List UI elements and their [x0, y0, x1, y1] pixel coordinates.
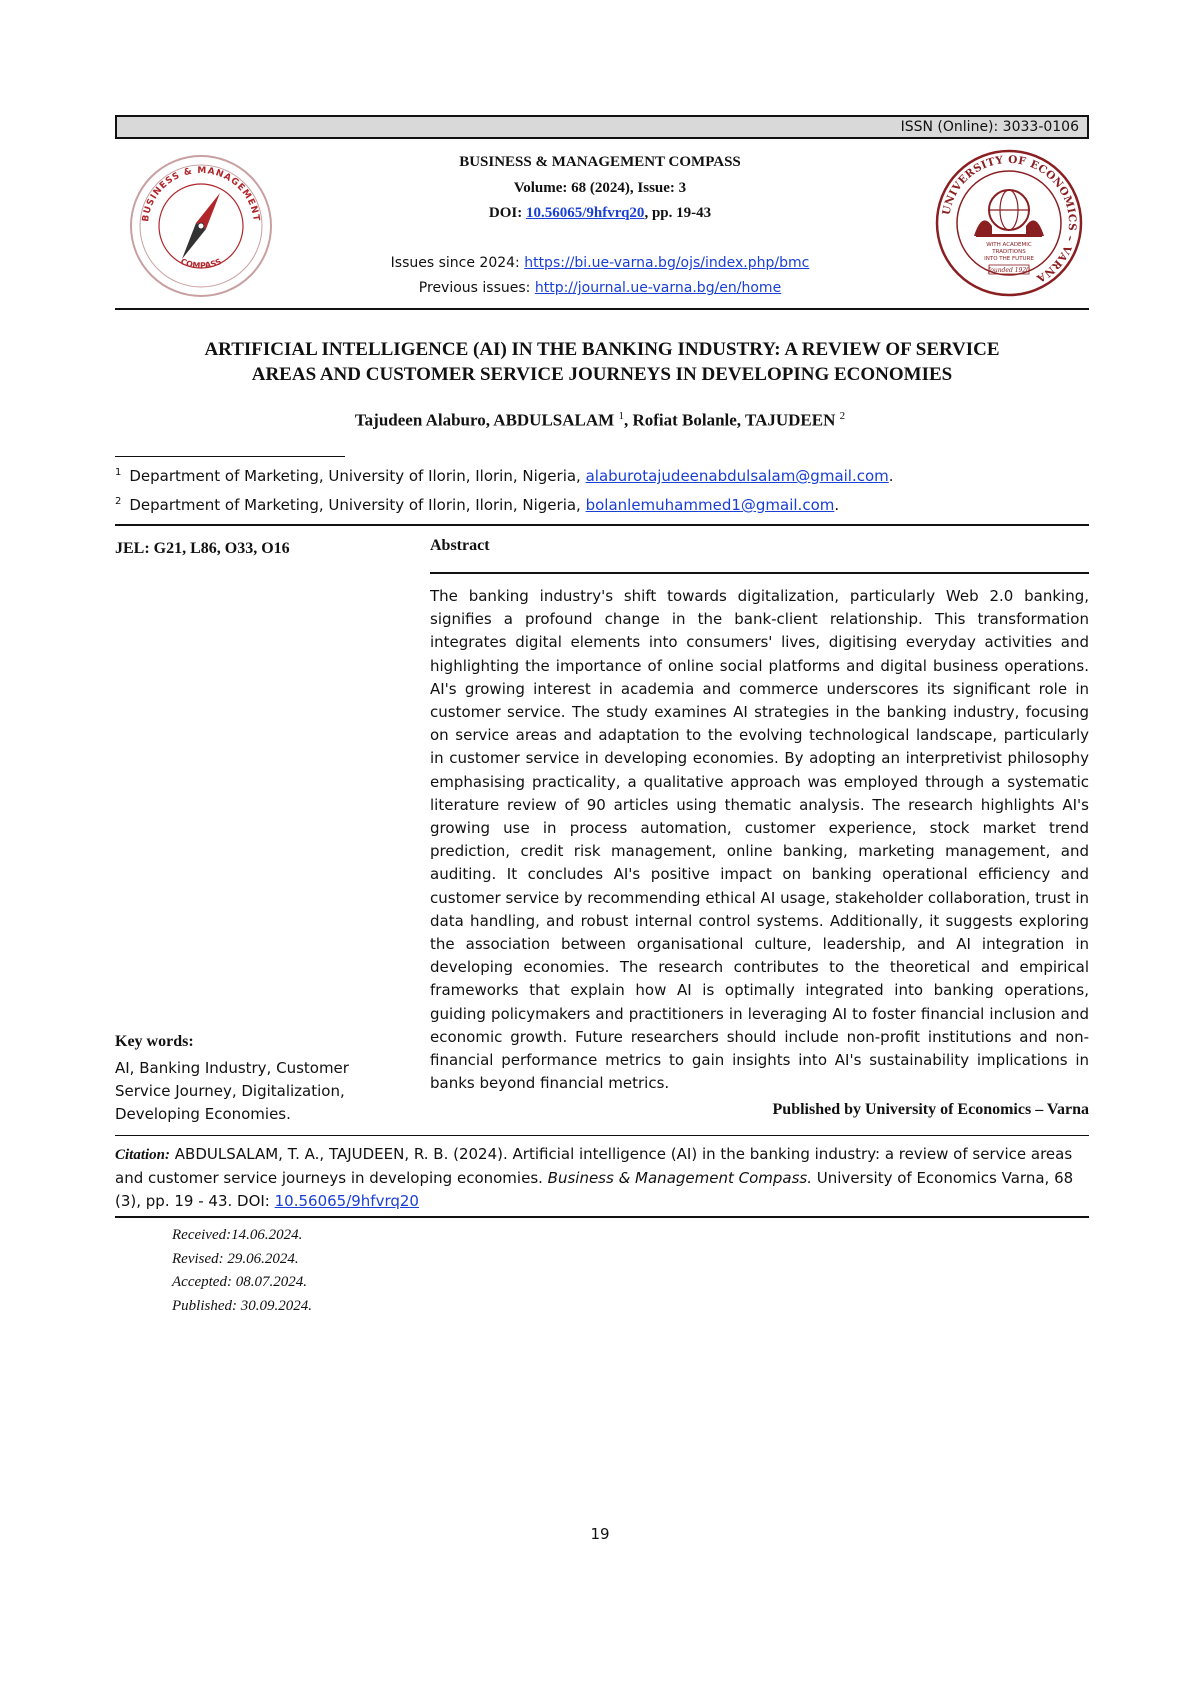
- affiliation-2-email-link[interactable]: bolanlemuhammed1@gmail.com: [585, 496, 835, 514]
- header-rule: [115, 308, 1089, 310]
- seal-motto-1: WITH ACADEMIC: [986, 242, 1032, 248]
- affiliation-1-end: .: [888, 467, 894, 485]
- citation-journal: Business & Management Compass.: [547, 1169, 813, 1187]
- date-received: Received:14.06.2024.: [172, 1227, 303, 1243]
- jel-codes: JEL: G21, L86, O33, O16: [115, 540, 290, 557]
- issues-since-link[interactable]: https://bi.ue-varna.bg/ojs/index.php/bmc: [524, 255, 810, 271]
- keywords-list: AI, Banking Industry, Customer Service Journey, Digitalization, Developing Economies.: [115, 1059, 349, 1123]
- pages-range: , pp. 19-43: [644, 205, 712, 221]
- journal-name: BUSINESS & MANAGEMENT COMPASS: [459, 154, 741, 170]
- affiliation-1-text: Department of Marketing, University of Ilorin, Ilorin, Nigeria,: [129, 467, 586, 485]
- authors: [0, 410, 1200, 431]
- compass-logo-top-text: BUSINESS & MANAGEMENT: [141, 165, 261, 223]
- figure-right-icon: [1026, 220, 1044, 236]
- university-seal-logo: [934, 148, 1084, 298]
- article-title-line-1: ARTIFICIAL INTELLIGENCE (AI) IN THE BANKING INDUSTRY: A REVIEW OF SERVICE: [204, 339, 1000, 360]
- article-title: [115, 337, 1089, 387]
- article-title-line-2: AREAS AND CUSTOMER SERVICE JOURNEYS IN DEVELOPING ECONOMIES: [251, 364, 953, 385]
- affiliation-1-mark: 1: [115, 467, 122, 478]
- author-2: , Rofiat Bolanle, TAJUDEEN: [623, 410, 840, 430]
- affiliation-2-text: Department of Marketing, University of Ilorin, Ilorin, Nigeria,: [129, 496, 586, 514]
- author-1: Tajudeen Alaburo, ABDULSALAM: [354, 410, 619, 430]
- issn-text: ISSN (Online): 3033-0106: [900, 119, 1079, 135]
- affiliation-1-email-link[interactable]: alaburotajudeenabdulsalam@gmail.com: [585, 467, 889, 485]
- author-1-affil-mark: 1: [618, 410, 624, 422]
- citation-text-1: ABDULSALAM, T. A., TAJUDEEN, R. B. (2024). Artificial intelligence (AI) in the banking industry: a review of service areas and customer service journeys in developing economies.: [115, 1145, 1073, 1187]
- affiliation-2-mark: 2: [115, 496, 122, 507]
- seal-founded: founded 1920: [988, 267, 1030, 274]
- publisher-line: Published by University of Economics – Varna: [772, 1101, 1089, 1118]
- affiliation-2-end: .: [834, 496, 840, 514]
- previous-issues-label: Previous issues:: [418, 280, 535, 296]
- citation: [115, 1143, 1089, 1213]
- citation-text-2: University of Economics Varna, 68 (3), pp. 19 - 43. DOI:: [115, 1169, 1074, 1210]
- date-accepted: Accepted: 08.07.2024.: [172, 1274, 307, 1290]
- affiliation-2: [115, 496, 839, 514]
- author-2-affil-mark: 2: [839, 410, 846, 422]
- abstract-rule: [430, 572, 1089, 574]
- figure-left-icon: [974, 220, 992, 236]
- affiliation-1: [115, 467, 894, 485]
- dates-rule: [115, 1216, 1089, 1218]
- abstract-body: The banking industry's shift towards digitalization, particularly Web 2.0 banking, signifies a profound change in the bank-client relationship. This transformation integrates digital elements into consumers' lives, digitising everyday activities and highlighting the importance of online social platforms and digital business operations. AI's growing interest in academia and commerce underscores its significant role in customer service. The study examines AI strategies in the banking industry, focusing on service areas and adaptation to the evolving technological landscape, particularly in customer service in developing economies. By adopting an interpretivist philosophy emphasising practicality, a qualitative approach was employed through a systematic literature review of 90 articles using thematic analysis. The research highlights AI's growing use in process automation, customer experience, stock market trend prediction, credit risk management, online banking, marketing management, and auditing. It concludes AI's positive impact on banking operational efficiency and customer service by recommending ethical AI usage, stakeholder collaboration, trust in data handling, and robust internal control systems. Additionally, it suggests exploring the association between organisational culture, leadership, and AI integration in developing economies. The research contributes to the theoretical and empirical frameworks that explain how AI is optimally integrated into banking operations, guiding policymakers and practitioners in leveraging AI to foster financial inclusion and economic growth. Future researchers should include non-profit institutions and non-financial performance metrics to gain insights into AI's sustainability implications in banks beyond financial metrics.: [430, 587, 1089, 1093]
- citation-doi-link[interactable]: 10.56065/9hfvrq20: [274, 1192, 419, 1210]
- page-number: 19: [590, 1525, 610, 1543]
- date-revised: Revised: 29.06.2024.: [172, 1250, 299, 1267]
- section-rule: [115, 524, 1089, 526]
- volume-issue: Volume: 68 (2024), Issue: 3: [513, 180, 687, 196]
- seal-motto-3: INTO THE FUTURE: [984, 256, 1034, 262]
- seal-motto-2: TRADITIONS: [992, 249, 1026, 255]
- issn-bar: [115, 115, 1089, 139]
- citation-label: Citation:: [115, 1147, 171, 1163]
- citation-rule: [115, 1135, 1089, 1136]
- previous-issues-link[interactable]: http://journal.ue-varna.bg/en/home: [534, 280, 782, 296]
- article-dates: [172, 1224, 312, 1318]
- footnote-rule: [115, 456, 345, 457]
- compass-logo: [128, 153, 274, 299]
- keywords-heading: Key words:: [115, 1033, 194, 1050]
- abstract-heading: Abstract: [430, 537, 490, 554]
- doi-link[interactable]: 10.56065/9hfvrq20: [525, 205, 645, 221]
- issues-since-label: Issues since 2024:: [390, 255, 525, 271]
- date-published: Published: 30.09.2024.: [172, 1297, 312, 1314]
- seal-ring-text: UNIVERSITY OF ECONOMICS – VARNA: [940, 153, 1079, 285]
- compass-logo-bottom-text: COMPASS: [179, 256, 223, 271]
- doi-label: DOI:: [488, 205, 526, 221]
